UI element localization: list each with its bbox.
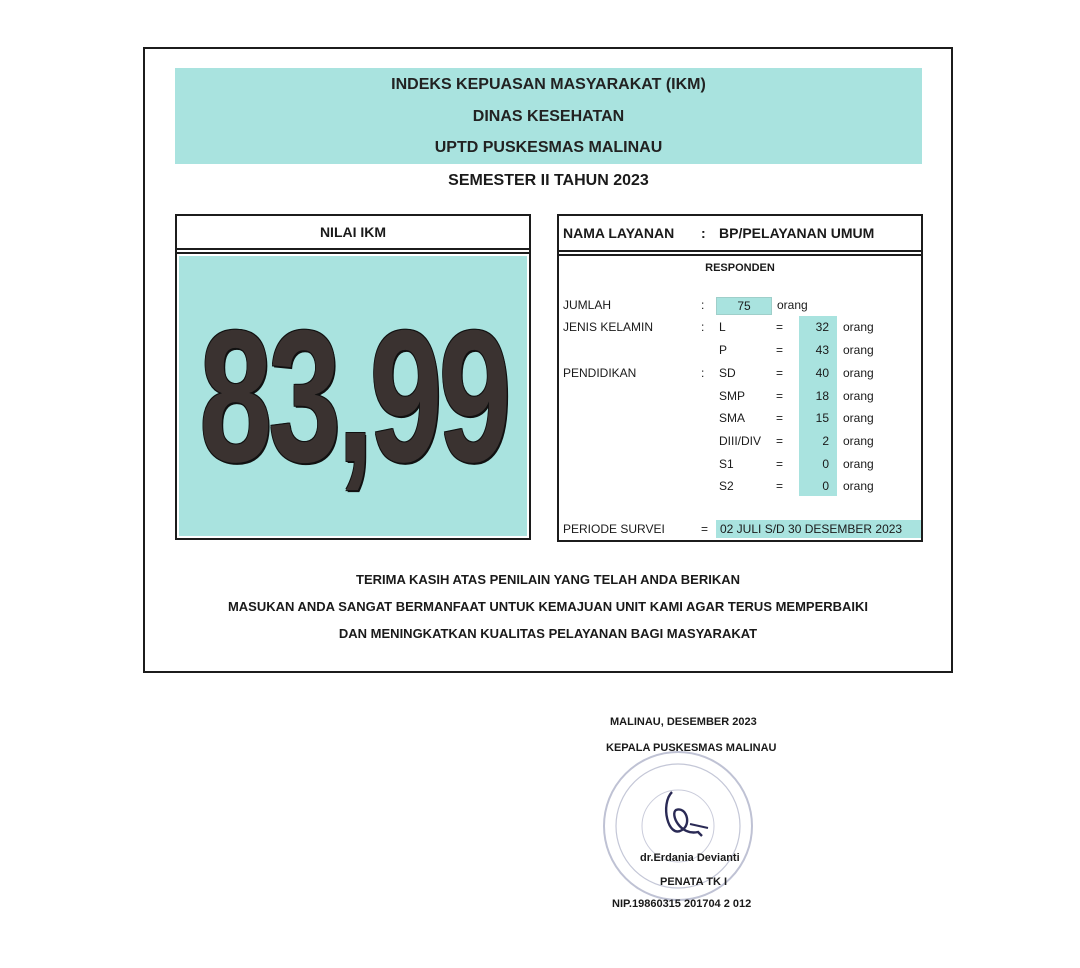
jumlah-value: 75 [716,297,772,315]
gender-label: JENIS KELAMIN [563,320,654,334]
gender-code-l: L [719,320,726,334]
signature-place-date: MALINAU, DESEMBER 2023 [610,716,757,728]
edu-count-sd: 40 [815,366,829,380]
respondent-panel [557,214,923,542]
ikm-title: NILAI IKM [319,224,387,240]
edu-code-diii: DIII/DIV [719,434,762,448]
jumlah-unit: orang [777,298,808,312]
gender-unit-l: orang [843,320,874,334]
gender-eq-p: = [776,343,784,357]
service-value: BP/PELAYANAN UMUM [719,225,875,241]
edu-code-smp: SMP [719,389,746,403]
edu-code-sma: SMA [719,411,746,425]
periode-eq: = [701,522,709,536]
ikm-panel [175,214,531,540]
info-divider [559,250,921,256]
edu-eq-sd: = [776,366,784,380]
header-title: INDEKS KEPUASAN MASYARAKAT (IKM) [391,76,706,93]
gender-eq-l: = [776,320,784,334]
gender-count-l: 32 [815,320,829,334]
edu-count-sma: 15 [815,411,829,425]
header-agency: DINAS KESEHATAN [472,108,625,125]
gender-count-p: 43 [815,343,829,357]
ikm-value-area [179,256,527,536]
edu-eq-sma: = [776,411,784,425]
edu-eq-s1: = [776,457,784,471]
signature-nip: NIP.19860315 201704 2 012 [612,898,752,910]
edu-eq-diii: = [776,434,784,448]
edu-eq-smp: = [776,389,784,403]
edu-unit-smp: orang [843,389,874,403]
edu-code-s1: S1 [719,457,734,471]
signature-rank: PENATA TK I [660,876,728,888]
responden-heading: RESPONDEN [705,262,775,274]
edu-unit-s1: orang [843,457,874,471]
education-colon: : [701,366,705,380]
edu-eq-s2: = [776,479,784,493]
signature-name: dr.Erdania Devianti [640,852,740,864]
ikm-divider [177,248,529,254]
service-colon: : [701,225,706,241]
thanks-line-2: MASUKAN ANDA SANGAT BERMANFAAT UNTUK KEMAJUAN UNIT KAMI AGAR TERUS MEMPERBAIKI [227,599,869,614]
periode-value: 02 JULI S/D 30 DESEMBER 2023 [716,520,921,538]
header-unit: UPTD PUSKESMAS MALINAU [434,139,663,156]
edu-count-s1: 0 [822,457,829,471]
jumlah-label: JUMLAH [563,298,612,312]
jumlah-colon: : [701,298,705,312]
semester-label: SEMESTER II TAHUN 2023 [448,172,649,189]
ikm-score: 83,99 [198,291,508,501]
edu-count-smp: 18 [815,389,829,403]
edu-count-s2: 0 [822,479,829,493]
edu-unit-sma: orang [843,411,874,425]
edu-code-s2: S2 [719,479,734,493]
thanks-line-3: DAN MENINGKATKAN KUALITAS PELAYANAN BAGI MASYARAKAT [338,626,758,641]
service-label: NAMA LAYANAN [563,225,675,241]
signature-position: KEPALA PUSKESMAS MALINAU [606,742,777,754]
thanks-line-1: TERIMA KASIH ATAS PENILAIN YANG TELAH ANDA BERIKAN [356,572,740,587]
edu-unit-s2: orang [843,479,874,493]
gender-colon: : [701,320,705,334]
periode-label: PERIODE SURVEI [563,522,665,536]
edu-code-sd: SD [719,366,736,380]
gender-unit-p: orang [843,343,874,357]
edu-count-diii: 2 [822,434,829,448]
edu-unit-diii: orang [843,434,874,448]
edu-unit-sd: orang [843,366,874,380]
gender-code-p: P [719,343,728,357]
education-label: PENDIDIKAN [563,366,637,380]
